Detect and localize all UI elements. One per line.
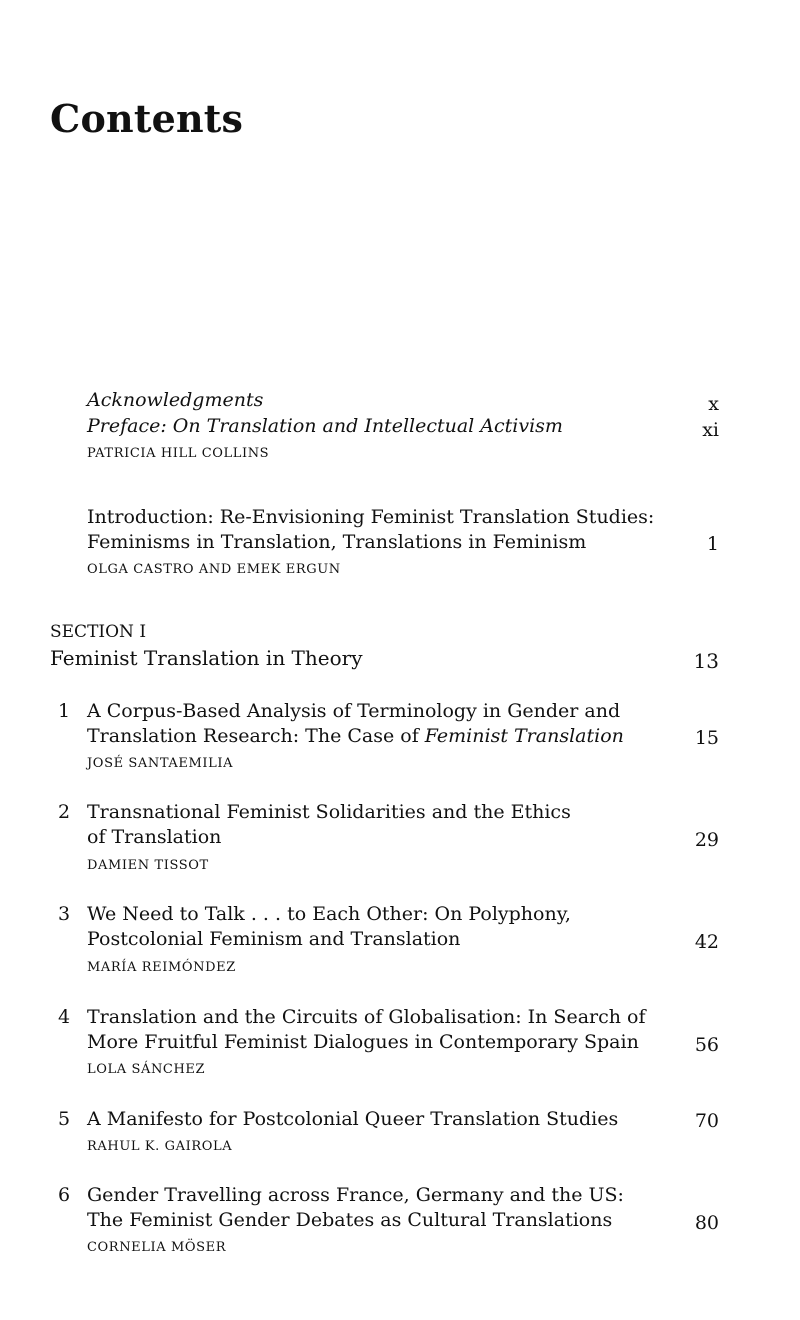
entry-title-line [87, 724, 624, 748]
section-label: SECTION I [50, 622, 147, 642]
title-text: Translation Research: The Case of [87, 725, 425, 747]
page-number: 29 [694, 829, 719, 851]
entry-author: OLGA CASTRO AND EMEK ERGUN [87, 562, 341, 577]
entry-author: CORNELIA MÖSER [87, 1240, 227, 1255]
entry-title-line: We Need to Talk . . . to Each Other: On Polyphony, [87, 903, 571, 925]
title-italic-text: Feminist Translation [424, 725, 624, 747]
entry-author: LOLA SÁNCHEZ [87, 1062, 206, 1077]
entry-title-line: The Feminist Gender Debates as Cultural Translations [87, 1209, 613, 1231]
entry-title-line: Transnational Feminist Solidarities and the Ethics [87, 801, 571, 823]
page-number: 80 [694, 1212, 719, 1234]
entry-title-line: Feminisms in Translation, Translations in Feminism [87, 531, 587, 553]
entry-author: PATRICIA HILL COLLINS [87, 446, 270, 461]
entry-title-line: of Translation [87, 826, 222, 848]
entry-author: DAMIEN TISSOT [87, 858, 209, 873]
page-number: 70 [694, 1110, 719, 1132]
entry-title-line: Introduction: Re-Envisioning Feminist Translation Studies: [87, 506, 655, 528]
entry-title-line: A Corpus-Based Analysis of Terminology in Gender and [87, 700, 621, 722]
page-title: Contents [50, 96, 244, 141]
chapter-number: 6 [58, 1184, 71, 1206]
chapter-number: 4 [58, 1006, 71, 1028]
chapter-number: 2 [58, 801, 71, 823]
entry-title-line: More Fruitful Feminist Dialogues in Contemporary Spain [87, 1031, 639, 1053]
page-number: 56 [694, 1034, 719, 1056]
chapter-number: 3 [58, 903, 71, 925]
page-number: 1 [706, 533, 719, 555]
chapter-number: 5 [58, 1108, 71, 1130]
entry-title-line: A Manifesto for Postcolonial Queer Translation Studies [87, 1108, 619, 1130]
entry-author: RAHUL K. GAIROLA [87, 1139, 233, 1154]
chapter-number: 1 [58, 700, 71, 722]
entry-title-line: Translation and the Circuits of Globalisation: In Search of [87, 1006, 646, 1028]
toc-entry-acknowledgments[interactable]: Acknowledgments [87, 389, 264, 411]
toc-entry-preface[interactable]: Preface: On Translation and Intellectual Activism [87, 415, 563, 437]
page-number: xi [702, 419, 719, 441]
section-title[interactable]: Feminist Translation in Theory [50, 646, 363, 670]
entry-author: JOSÉ SANTAEMILIA [87, 756, 234, 771]
entry-author: MARÍA REIMÓNDEZ [87, 960, 236, 975]
page-number: x [708, 393, 719, 415]
entry-title-line: Gender Travelling across France, Germany and the US: [87, 1184, 624, 1206]
page-number: 42 [694, 931, 719, 953]
entry-title-line: Postcolonial Feminism and Translation [87, 928, 461, 950]
page-number: 13 [693, 649, 719, 673]
page-number: 15 [694, 727, 719, 749]
